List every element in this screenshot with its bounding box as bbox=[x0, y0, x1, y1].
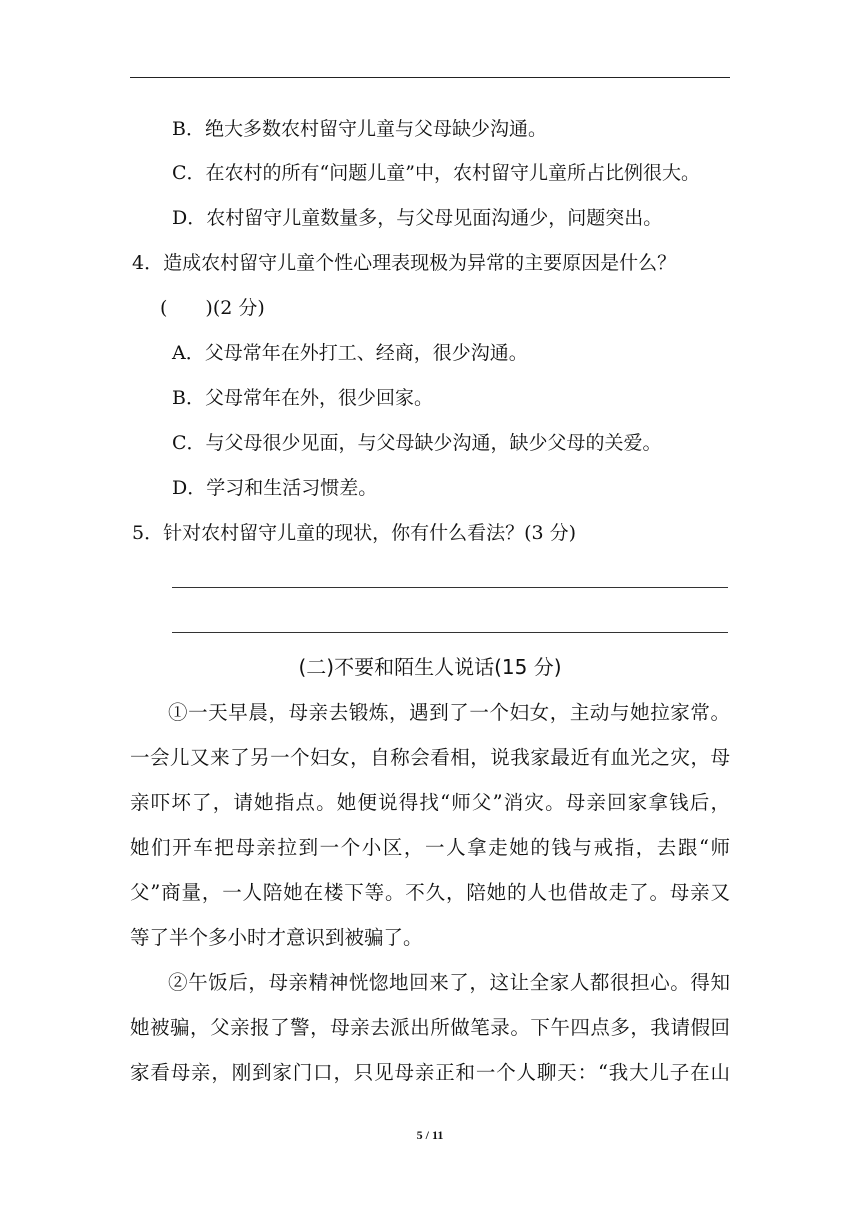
page-number: 5 / 11 bbox=[416, 1128, 444, 1142]
passage-line: ①一天早晨，母亲去锻炼，遇到了一个妇女，主动与她拉家常。 bbox=[168, 701, 730, 724]
passage-line: 一会儿又来了另一个妇女，自称会看相，说我家最近有血光之灾，母 bbox=[130, 746, 730, 769]
q3-option-d: D．农村留守儿童数量多，与父母见面沟通少，问题突出。 bbox=[172, 207, 663, 229]
q3-option-b: B．绝大多数农村留守儿童与父母缺少沟通。 bbox=[172, 118, 547, 140]
question-5-stem: 5．针对农村留守儿童的现状，你有什么看法？(3 分) bbox=[132, 522, 577, 544]
passage-line: ②午饭后，母亲精神恍惚地回来了，这让全家人都很担心。得知 bbox=[168, 971, 730, 994]
section-title: (二)不要和陌生人说话(15 分) bbox=[298, 655, 562, 679]
q4-option-a: A．父母常年在外打工、经商，很少沟通。 bbox=[172, 342, 528, 364]
passage-line: 父”商量，一人陪她在楼下等。不久，陪她的人也借故走了。母亲又 bbox=[130, 881, 730, 904]
q4-option-b: B．父母常年在外，很少回家。 bbox=[172, 387, 433, 409]
passage-line: 她们开车把母亲拉到一个小区，一人拿走她的钱与戒指，去跟“师 bbox=[130, 836, 730, 859]
passage-line: 亲吓坏了，请她指点。她便说得找“师父”消灾。母亲回家拿钱后， bbox=[130, 791, 730, 814]
question-4-stem: 4．造成农村留守儿童个性心理表现极为异常的主要原因是什么？ bbox=[132, 252, 677, 274]
header-rule bbox=[130, 77, 730, 78]
q3-option-c: C．在农村的所有“问题儿童”中，农村留守儿童所占比例很大。 bbox=[172, 162, 700, 184]
answer-blank-line-1 bbox=[172, 587, 728, 588]
q4-option-c: C．与父母很少见面，与父母缺少沟通，缺少父母的关爱。 bbox=[172, 432, 662, 454]
passage-line: 等了半个多小时才意识到被骗了。 bbox=[130, 926, 423, 949]
q4-option-d: D．学习和生活习惯差。 bbox=[172, 477, 378, 499]
passage-line: 家看母亲，刚到家门口，只见母亲正和一个人聊天：“我大儿子在山 bbox=[130, 1061, 730, 1084]
passage-line: 她被骗，父亲报了警，母亲去派出所做笔录。下午四点多，我请假回 bbox=[130, 1016, 730, 1039]
question-4-answer-bracket: ( )(2 分) bbox=[160, 297, 265, 319]
answer-blank-line-2 bbox=[172, 632, 728, 633]
